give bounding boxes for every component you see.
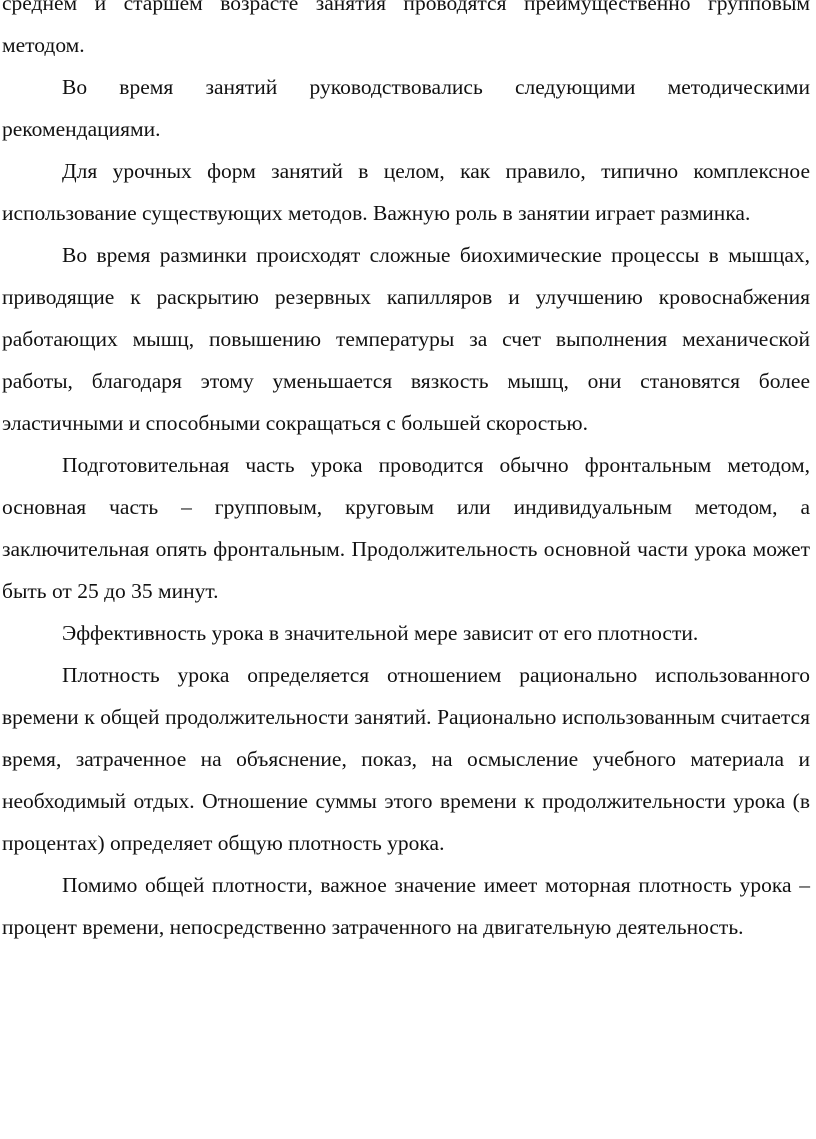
paragraph-motor-density: Помимо общей плотности, важное значение имеет моторная плотность урока – процент времени, непосредственно затраченного на двигательную деятельность. — [2, 873, 810, 939]
paragraph-guidelines: Во время занятий руководствовались следующими методическими рекомендациями. — [2, 75, 810, 141]
paragraph-warmup-role: Для урочных форм занятий в целом, как правило, типично комплексное использование существующих методов. Важную роль в занятии играет разминка. — [2, 159, 810, 225]
paragraph-continuation: среднем и старшем возрасте занятия проводятся преимущественно групповым методом. — [2, 0, 810, 57]
paragraph-density: Плотность урока определяется отношением рационально использованного времени к общей продолжительности занятий. Рационально использованным считается время, затраченное на объяснение, показ, на осмысление учебного материала и необходимый отдых. Отношение суммы этого времени к продолжительности урока (в процентах) определяет общую плотность урока. — [2, 663, 810, 855]
paragraph-warmup-processes: Во время разминки происходят сложные биохимические процессы в мышцах, приводящие к раскрытию резервных капилляров и улучшению кровоснабжения работающих мышц, повышению температуры за счет выполнения механической работы, благодаря этому уменьшается вязкость мышц, они становятся более эластичными и способными сокращаться с большей скоростью. — [2, 243, 810, 435]
paragraph-efficiency: Эффективность урока в значительной мере зависит от его плотности. — [62, 621, 699, 645]
paragraph-lesson-parts: Подготовительная часть урока проводится обычно фронтальным методом, основная часть – групповым, круговым или индивидуальным методом, а заключительная опять фронтальным. Продолжительность основной части урока может быть от 25 до 35 минут. — [2, 453, 810, 603]
